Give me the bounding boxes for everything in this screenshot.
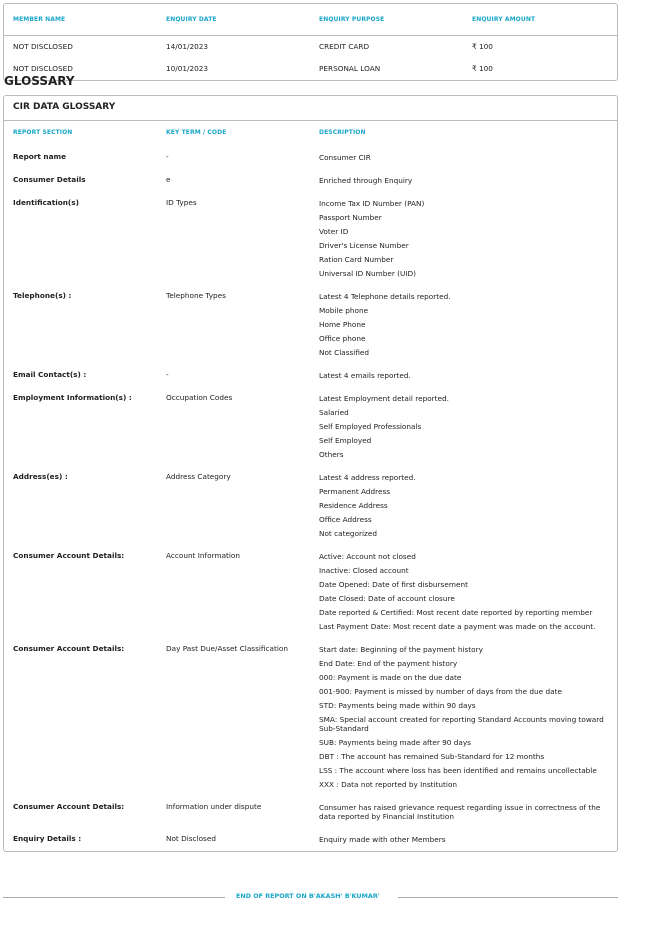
description-line: XXX : Data not reported by Institution	[319, 779, 458, 789]
description	[310, 642, 610, 791]
description-line: End Date: End of the payment history	[319, 658, 458, 668]
glossary-heading: GLOSSARY	[4, 74, 75, 88]
table-row	[4, 192, 617, 285]
report-section: Employment Information(s) :	[13, 393, 132, 402]
description-line: Self Employed	[319, 435, 372, 445]
description-line: Permanent Address	[319, 486, 391, 496]
column-header: MEMBER NAME	[13, 15, 66, 23]
table-row	[4, 796, 617, 828]
description-line: Self Employed Professionals	[319, 421, 422, 431]
description-line: DBT : The account has remained Sub-Standard for 12 months	[319, 751, 545, 761]
description-line: LSS : The account where loss has been identified and remains uncollectable	[319, 765, 597, 775]
description-line: Passport Number	[319, 212, 382, 222]
description-line: SUB: Payments being made after 90 days	[319, 737, 471, 747]
description-line: Voter ID	[319, 226, 349, 236]
column-header: ENQUIRY DATE	[166, 15, 217, 23]
enquiry-table	[3, 3, 618, 81]
column-header: REPORT SECTION	[13, 129, 73, 136]
table-row	[4, 146, 617, 169]
description-line: Consumer has raised grievance request regarding issue in correctness of the data reported by Financial Institution	[319, 802, 601, 821]
description	[310, 391, 610, 461]
description-line: Inactive: Closed account	[319, 565, 409, 575]
glossary-header-row	[4, 121, 617, 146]
description-line: Latest Employment detail reported.	[319, 393, 449, 403]
description	[310, 289, 610, 359]
enquiry-amount: ₹ 100	[472, 42, 493, 51]
report-section: Consumer Account Details:	[13, 644, 125, 653]
description	[310, 173, 610, 187]
description-line: Ration Card Number	[319, 254, 394, 264]
key-term: Occupation Codes	[166, 393, 233, 402]
column-header: ENQUIRY PURPOSE	[319, 15, 385, 23]
table-row	[4, 466, 617, 545]
description-line: 000: Payment is made on the due date	[319, 672, 462, 682]
key-term: -	[166, 152, 169, 161]
enquiry-header-row	[4, 4, 617, 36]
column-header: DESCRIPTION	[319, 129, 366, 136]
report-section: Consumer Account Details:	[13, 802, 125, 811]
report-section: Consumer Account Details:	[13, 551, 125, 560]
description-line: Last Payment Date: Most recent date a payment was made on the account.	[319, 621, 596, 631]
description-line: Home Phone	[319, 319, 366, 329]
enquiry-date: 10/01/2023	[166, 64, 209, 73]
table-row	[4, 638, 617, 796]
enquiry-purpose: PERSONAL LOAN	[319, 64, 381, 73]
member-name: NOT DISCLOSED	[13, 42, 73, 51]
report-section: Telephone(s) :	[13, 291, 72, 300]
report-section: Enquiry Details :	[13, 834, 82, 843]
report-section: Report name	[13, 152, 67, 161]
description-line: Not categorized	[319, 528, 378, 538]
description-line: Office phone	[319, 333, 366, 343]
glossary-table	[3, 95, 618, 852]
description-line: Enriched through Enquiry	[319, 175, 413, 185]
description-line: Others	[319, 449, 344, 459]
glossary-body	[4, 146, 617, 851]
key-term: ID Types	[166, 198, 197, 207]
description-line: SMA: Special account created for reporting Standard Accounts moving toward Sub-Standard	[319, 714, 604, 733]
glossary-title: CIR DATA GLOSSARY	[4, 96, 617, 121]
key-term: -	[166, 370, 169, 379]
key-term: Day Past Due/Asset Classification	[166, 644, 288, 653]
description-line: Residence Address	[319, 500, 388, 510]
member-name: NOT DISCLOSED	[13, 64, 73, 73]
description-line: Office Address	[319, 514, 372, 524]
table-row	[4, 58, 617, 80]
report-section: Email Contact(s) :	[13, 370, 87, 379]
report-section: Address(es) :	[13, 472, 68, 481]
column-header: KEY TERM / CODE	[166, 129, 227, 136]
end-of-report-text: END OF REPORT ON B'AKASH' B'KUMAR'	[236, 892, 380, 900]
report-section: Identification(s)	[13, 198, 79, 207]
description-line: STD: Payments being made within 90 days	[319, 700, 476, 710]
enquiry-purpose: CREDIT CARD	[319, 42, 370, 51]
description-line: Not Classified	[319, 347, 370, 357]
divider	[398, 897, 618, 898]
description-line: Enquiry made with other Members	[319, 834, 446, 844]
enquiry-amount: ₹ 100	[472, 64, 493, 73]
key-term: e	[166, 175, 171, 184]
description-line: Latest 4 Telephone details reported.	[319, 291, 451, 301]
key-term: Not Disclosed	[166, 834, 216, 843]
description-line: Date reported & Certified: Most recent date reported by reporting member	[319, 607, 593, 617]
table-row	[4, 285, 617, 364]
description	[310, 196, 610, 280]
table-row	[4, 387, 617, 466]
description-line: Salaried	[319, 407, 349, 417]
table-row	[4, 828, 617, 851]
description	[310, 549, 610, 633]
description	[310, 368, 610, 382]
enquiry-date: 14/01/2023	[166, 42, 209, 51]
key-term: Address Category	[166, 472, 231, 481]
table-row	[4, 169, 617, 192]
description-line: 001-900: Payment is missed by number of days from the due date	[319, 686, 562, 696]
description-line: Active: Account not closed	[319, 551, 416, 561]
key-term: Information under dispute	[166, 802, 262, 811]
description-line: Date Closed: Date of account closure	[319, 593, 455, 603]
description-line: Start date: Beginning of the payment history	[319, 644, 483, 654]
table-row	[4, 545, 617, 638]
column-header: ENQUIRY AMOUNT	[472, 15, 536, 23]
description-line: Date Opened: Date of first disbursement	[319, 579, 468, 589]
divider	[3, 897, 225, 898]
description-line: Mobile phone	[319, 305, 369, 315]
description	[310, 150, 610, 164]
description	[310, 800, 610, 823]
description-line: Income Tax ID Number (PAN)	[319, 198, 425, 208]
description	[310, 832, 610, 846]
description	[310, 470, 610, 540]
key-term: Telephone Types	[166, 291, 226, 300]
table-row	[4, 36, 617, 58]
description-line: Latest 4 emails reported.	[319, 370, 411, 380]
table-row	[4, 364, 617, 387]
key-term: Account Information	[166, 551, 241, 560]
description-line: Latest 4 address reported.	[319, 472, 416, 482]
description-line: Universal ID Number (UID)	[319, 268, 416, 278]
report-section: Consumer Details	[13, 175, 86, 184]
description-line: Consumer CIR	[319, 152, 371, 162]
description-line: Driver's License Number	[319, 240, 409, 250]
